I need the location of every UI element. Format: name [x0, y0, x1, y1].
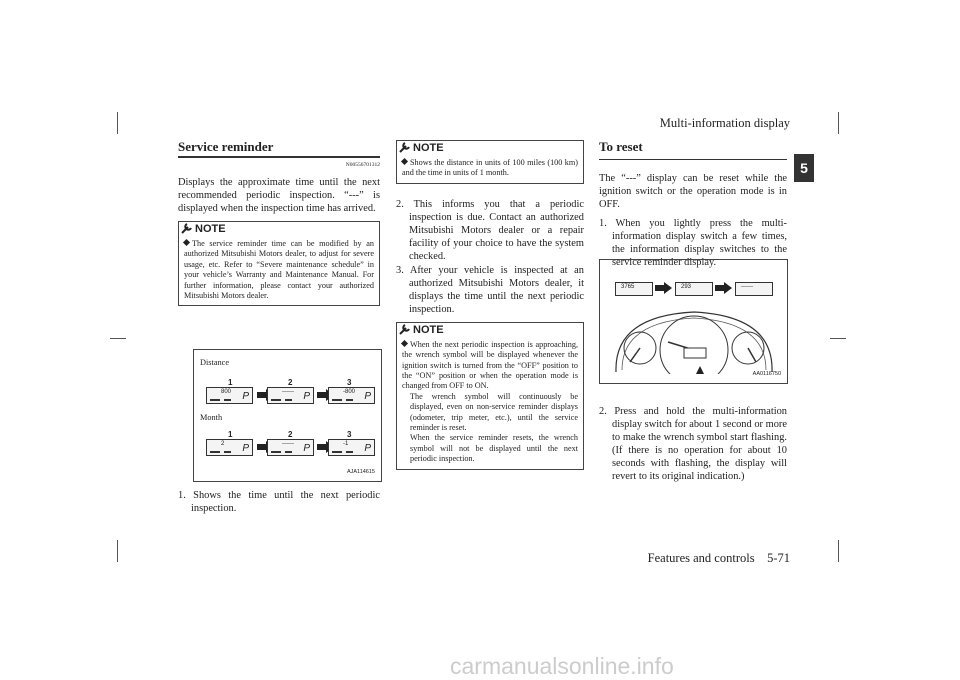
- step-number: 3: [347, 430, 352, 439]
- figure-code: AA0116750: [752, 371, 781, 377]
- note-paragraph: The wrench symbol will continuously be displayed, even on non-service reminder displays (odometer, trip meter, etc.), until the service reminder is reset.: [410, 391, 578, 433]
- right-column: [599, 140, 787, 269]
- month-label: Month: [200, 413, 223, 422]
- step-1: 1. Shows the time until the next periodic inspection.: [178, 490, 380, 514]
- note-header: [397, 323, 583, 337]
- left-column: [178, 140, 380, 306]
- lcd-display: -1 P: [328, 439, 375, 456]
- middle-column: [396, 140, 584, 470]
- intro-paragraph: The “---” display can be reset while the ignition switch or the operation mode is in OFF.: [599, 173, 787, 210]
- step-number: 2: [288, 378, 293, 387]
- instrument-cluster-illustration: [610, 304, 778, 374]
- step-2: 2. This informs you that a periodic inspection is due. Contact an authorized Mitsubishi Motors dealer or a repair facility of your choice to have the system checked.: [396, 198, 584, 262]
- watermark: carmanualsonline.info: [450, 653, 674, 679]
- page-number: 5-71: [767, 551, 790, 565]
- section-heading: Service reminder: [178, 140, 380, 158]
- note-text: Shows the distance in units of 100 miles (100 km) and the time in units of 1 month.: [402, 158, 578, 178]
- lcd-display: -800 P: [328, 387, 375, 404]
- crop-mark: [117, 112, 118, 134]
- note-body: [397, 155, 583, 183]
- lcd-display: ------ P: [267, 387, 314, 404]
- running-header: Multi-information display: [659, 116, 790, 130]
- note-label: NOTE: [195, 222, 226, 235]
- note-text: The service reminder time can be modified by an authorized Mitsubishi Motors dealer, to adjust for severe usage, etc. Refer to “Severe maintenance schedule” in your vehicle’s Warranty and Maintenance Manual. For further information, please contact your authorized Mitsubishi Motors dealer.: [184, 239, 374, 301]
- note-body: [179, 236, 379, 305]
- step-3: 3. After your vehicle is inspected at an authorized Mitsubishi Motors dealer, it displays the time until the next periodic inspection.: [396, 264, 584, 315]
- note-header: [397, 141, 583, 155]
- lcd-display: ------ P: [267, 439, 314, 456]
- arrow-icon: [724, 282, 732, 294]
- crop-mark: [110, 338, 126, 339]
- step-number: 2: [288, 430, 293, 439]
- doc-code: N00556701312: [345, 162, 380, 168]
- crop-mark: [838, 112, 839, 134]
- crop-mark: [838, 540, 839, 562]
- step-2: 2. Press and hold the multi-information display switch for about 1 second or more to make the wrench symbol start flashing. (If there is no operation for about 10 seconds with flashing, the display will revert to its original indication.): [599, 406, 787, 482]
- note-body: [397, 337, 583, 469]
- crop-mark: [117, 540, 118, 562]
- note-paragraph: When the next periodic inspection is approaching, the wrench symbol will be displayed whenever the ignition switch is turned from the “OFF” position to the “ON” position or when the operation mode is changed from OFF to ON.: [402, 339, 578, 391]
- distance-label: Distance: [200, 358, 230, 367]
- step-number: 3: [347, 378, 352, 387]
- note-box: [396, 322, 584, 470]
- intro-paragraph: Displays the approximate time until the next recommended periodic inspection. “---” is displayed when the inspection time has arrived.: [178, 177, 380, 214]
- wrench-note-icon: [397, 141, 411, 155]
- note-header: [179, 222, 379, 236]
- wrench-note-icon: [397, 323, 411, 337]
- note-paragraph: When the service reminder resets, the wrench symbol will not be displayed until the next periodic inspection.: [410, 433, 578, 464]
- note-label: NOTE: [413, 323, 444, 336]
- bullet-icon: [401, 340, 408, 347]
- service-reminder-figure: [193, 349, 382, 482]
- note-box: [396, 140, 584, 184]
- arrow-icon: [664, 282, 672, 294]
- bullet-icon: [401, 158, 408, 165]
- lcd-display: 3765: [615, 282, 653, 296]
- right-step-2: [599, 405, 787, 483]
- wrench-note-icon: [179, 222, 193, 236]
- lcd-display: 293: [675, 282, 713, 296]
- crop-mark: [830, 338, 846, 339]
- reset-figure: [599, 259, 788, 384]
- lcd-display: 800 P: [206, 387, 253, 404]
- note-label: NOTE: [413, 141, 444, 154]
- lcd-display: ------: [735, 282, 773, 296]
- bullet-icon: [183, 239, 190, 246]
- note-box: [178, 221, 380, 306]
- figure-code: AJA114615: [346, 469, 375, 475]
- lcd-display: 2 P: [206, 439, 253, 456]
- page-footer: [600, 551, 790, 566]
- left-step: [178, 489, 380, 515]
- footer-section: Features and controls: [647, 551, 755, 565]
- chapter-tab: 5: [794, 154, 814, 182]
- step-number: 1: [228, 378, 233, 387]
- step-1: 1. When you lightly press the multi-information display switch a few times, the information display switches to the service reminder display.: [599, 218, 787, 268]
- step-number: 1: [228, 430, 233, 439]
- section-heading: To reset: [599, 140, 787, 160]
